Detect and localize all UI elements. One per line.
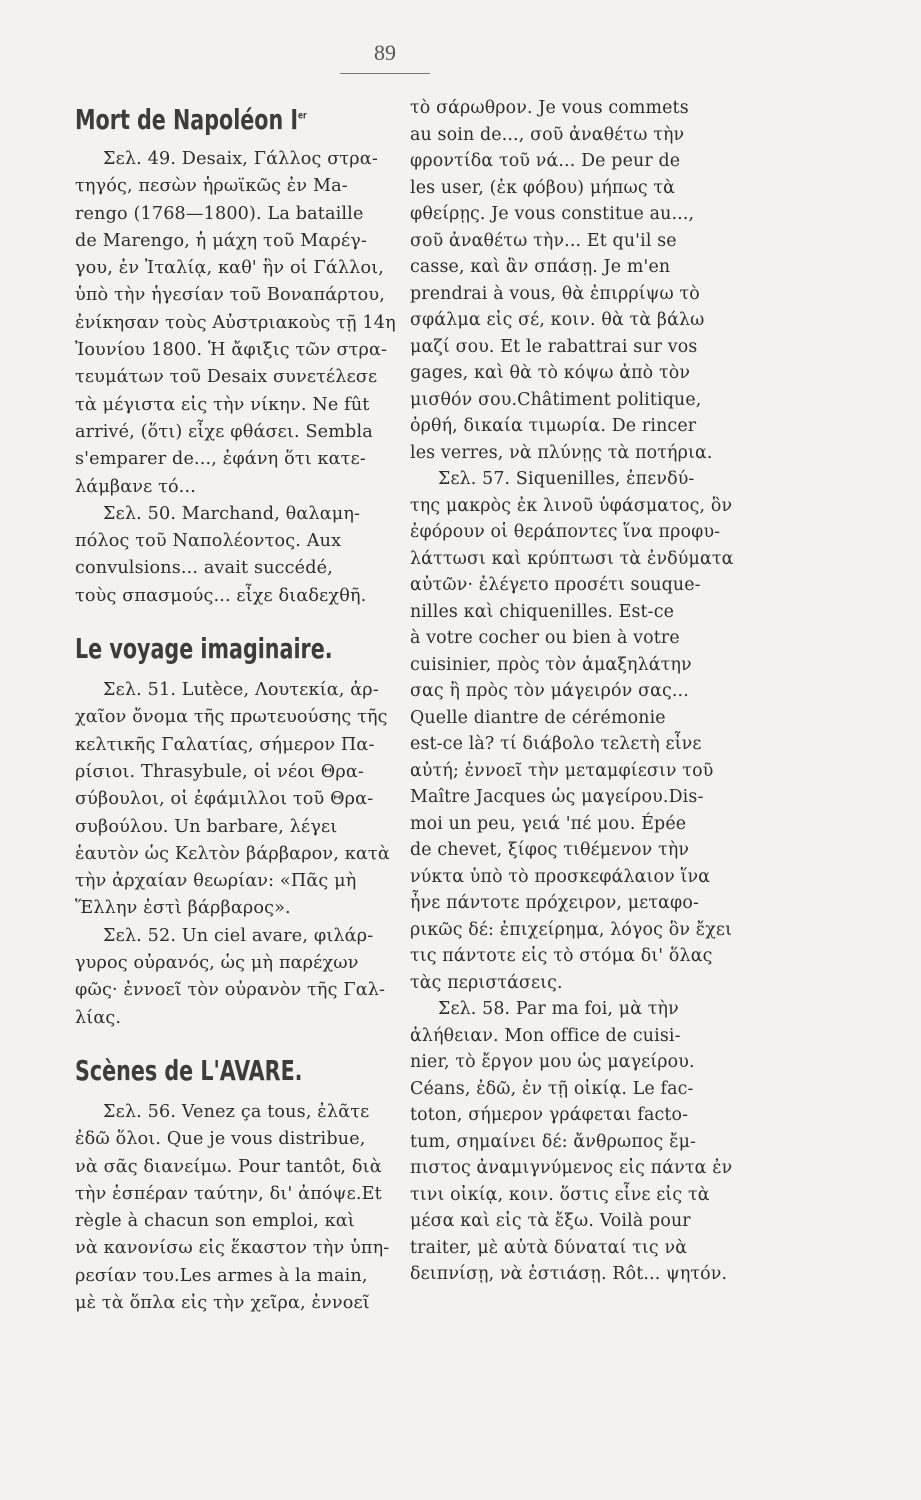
text-line: Σελ. 58. Par ma foi, μὰ τὴν (438, 999, 679, 1019)
text-line: ρίσιοι. Thrasybule, οἱ νέοι Θρα- (75, 761, 364, 782)
page-number: 89 (374, 40, 396, 65)
text-line: gages, καὶ θὰ τὸ κόψω ἀπὸ τὸν (410, 363, 691, 383)
text-line: règle à chacun son emploi, καὶ (75, 1211, 355, 1232)
text-line: de chevet, ξίφος τιθέμενον τὴν (410, 840, 690, 860)
text-line: à votre cocher ou bien à votre (410, 628, 680, 648)
text-line: Ἕλλην ἐστὶ βάρβαρος». (75, 898, 291, 919)
text-line: ἦνε πάντοτε πρόχειρον, μεταφο- (410, 893, 700, 913)
text-line: τις πάντοτε εἰς τὸ στόμα δι' ὅλας (410, 946, 713, 966)
text-line: ἀλήθειαν. Mon office de cuisi- (410, 1025, 681, 1046)
page-number-rule (340, 73, 430, 74)
text-line: ἑαυτὸν ὡς Κελτὸν βάρβαρον, κατὰ (75, 843, 390, 864)
text-line: φῶς· ἐννοεῖ τὸν οὐρανὸν τῆς Γαλ- (75, 980, 386, 1001)
text-line: les verres, νὰ πλύνῃς τὰ ποτήρια. (410, 442, 713, 463)
text-line: Σελ. 52. Un ciel avare, φιλάρ- (103, 925, 374, 946)
text-line: est-ce là? τί διάβολο τελετὴ εἶνε (410, 734, 702, 754)
left-column (75, 95, 396, 1317)
text-line: νύκτα ὑπὸ τὸ προσκεφάλαιον ἵνα (410, 866, 711, 887)
text-line: χαῖον ὄνομα τῆς πρωτευούσης τῆς (75, 707, 388, 728)
text-block-2 (75, 677, 390, 1032)
text-line: Σελ. 57. Siquenilles, ἐπενδύ- (438, 469, 695, 489)
text-line: ὀρθή, δικαία τιμωρία. De rincer (410, 416, 697, 436)
heading-le-voyage-imaginaire: Le voyage imaginaire. (75, 632, 333, 666)
heading-mort-de-napoleon (75, 103, 329, 136)
text-line: moi un peu, γειά 'πέ μου. Épée (410, 813, 687, 834)
text-line: αὐτή; ἐννοεῖ τὴν μεταμφίεσιν τοῦ (410, 760, 714, 781)
text-line: traiter, μὲ αὐτὰ δύναταί τις νὰ (410, 1237, 688, 1258)
heading-1-text: Mort de Napoléon I (75, 103, 299, 136)
text-line: σύβουλοι, οἱ ἐφάμιλλοι τοῦ Θρα- (75, 789, 374, 810)
text-line: au soin de..., σοῦ ἀναθέτω τὴν (410, 124, 685, 145)
text-line: Ἰουνίου 1800. Ἡ ἄφιξις τῶν στρα- (75, 340, 388, 361)
text-line: Quelle diantre de cérémonie (410, 707, 666, 728)
text-line: ρεσίαν του.Les armes à la main, (75, 1265, 368, 1286)
text-line: σφάλμα εἰς σέ, κοιν. θὰ τὰ βάλω (410, 310, 705, 330)
text-line: φθείρῃς. Je vous constitue au..., (410, 204, 695, 224)
text-line: les user, (ἐκ φόβου) μήπως τὰ (410, 177, 676, 198)
text-line: γυρος οὐρανός, ὡς μὴ παρέχων (75, 953, 359, 974)
text-line: τὰς περιστάσεις. (410, 972, 563, 993)
text-line: tum, σημαίνει δέ: ἄνθρωπος ἔμ- (410, 1131, 697, 1152)
heading-1-superscript: er (298, 110, 307, 122)
text-line: δειπνίσῃ, νὰ ἑστιάσῃ. Rôt... ψητόν. (410, 1264, 728, 1284)
text-line: τινι οἰκίᾳ, κοιν. ὅστις εἶνε εἰς τὰ (410, 1184, 710, 1205)
right-column (410, 95, 770, 1288)
text-line: λάμβανε τό... (75, 476, 196, 497)
text-line: toton, σήμερον γράφεται facto- (410, 1105, 689, 1125)
text-line: φροντίδα τοῦ νά... De peur de (410, 151, 681, 171)
text-line: τὴν ἀρχαίαν θεωρίαν: «Πᾶς μὴ (75, 871, 357, 892)
text-line: τὸ σάρωθρον. Je vous commets (410, 98, 689, 118)
text-line: Σελ. 50. Marchand, θαλαμη- (103, 503, 361, 524)
heading-scenes-de-lavare: Scènes de L'AVARE. (75, 1053, 303, 1087)
text-line: Σελ. 56. Venez ça tous, ἐλᾶτε (103, 1101, 370, 1122)
text-line: ὑπὸ τὴν ἡγεσίαν τοῦ Βοναπάρτου, (75, 285, 386, 306)
text-line: μισθόν σου.Châtiment politique, (410, 389, 702, 410)
text-line: convulsions... avait succédé, (75, 558, 333, 579)
text-line: πιστος ἀναμιγνύμενος εἰς πάντα ἐν (410, 1158, 733, 1178)
text-line: της μακρὸς ἐκ λινοῦ ὑφάσματος, ὃν (410, 495, 733, 516)
text-line: ρικῶς δέ: ἐπιχείρημα, λόγος ὃν ἔχει (410, 919, 733, 940)
text-line: prendrai à vous, θὰ ἐπιρρίψω τὸ (410, 283, 700, 304)
text-line: ἐδῶ ὅλοι. Que je vous distribue, (75, 1129, 366, 1150)
text-line: σοῦ ἀναθέτω τὴν... Et qu'il se (410, 230, 677, 251)
text-line: τευμάτων τοῦ Desaix συνετέλεσε (75, 367, 378, 388)
text-line: πόλος τοῦ Ναπολέοντος. Aux (75, 531, 342, 552)
text-line: ἐνίκησαν τοὺς Αὐστριακοὺς τῇ 14η (75, 312, 396, 333)
text-line: τοὺς σπασμούς... εἶχε διαδεχθῆ. (75, 585, 367, 606)
text-block-1 (75, 146, 396, 610)
text-line: νὰ κανονίσω εἰς ἕκαστον τὴν ὑπη- (75, 1238, 390, 1259)
text-line: Σελ. 51. Lutèce, Λουτεκία, ἀρ- (103, 680, 379, 701)
text-line: νὰ σᾶς διανείμω. Pour tantôt, διὰ (75, 1156, 382, 1177)
text-line: τὰ μέγιστα εἰς τὴν νίκην. Ne fût (75, 394, 370, 415)
text-line: συβούλου. Un barbare, λέγει (75, 816, 338, 837)
text-line: casse, καὶ ἂν σπάσῃ. Je m'en (410, 257, 671, 277)
text-line: γου, ἐν Ἰταλίᾳ, καθ' ἣν οἱ Γάλλοι, (75, 258, 384, 279)
text-line: κελτικῆς Γαλατίας, σήμερον Πα- (75, 734, 375, 755)
text-line: λίας. (75, 1007, 122, 1028)
text-line: αὐτῶν· ἐλέγετο προσέτι souque- (410, 575, 701, 595)
text-line: Maître Jacques ὡς μαγείρου.Dis- (410, 787, 704, 807)
text-line: μὲ τὰ ὅπλα εἰς τὴν χεῖρα, ἐννοεῖ (75, 1292, 370, 1313)
text-line: τὴν ἑσπέραν ταύτην, δι' ἀπόψε.Et (75, 1183, 382, 1204)
text-line: nier, τὸ ἔργον μου ὡς μαγείρου. (410, 1052, 695, 1072)
text-line: μέσα καὶ εἰς τὰ ἔξω. Voilà pour (410, 1211, 691, 1231)
text-line: τηγός, πεσὼν ἡρωϊκῶς ἐν Ma- (75, 176, 348, 197)
text-line: λάττωσι καὶ κρύπτωσι τὰ ἐνδύματα (410, 548, 734, 569)
text-line: ἐφόρουν οἱ θεράποντες ἵνα προφυ- (410, 522, 721, 542)
text-line: σας ἢ πρὸς τὸν μάγειρόν σας... (410, 681, 689, 701)
text-line: Céans, ἐδῶ, ἐν τῇ οἰκίᾳ. Le fac- (410, 1078, 694, 1099)
text-line: μαζί σου. Et le rabattrai sur vos (410, 336, 698, 357)
text-line: Σελ. 49. Desaix, Γάλλος στρα- (103, 149, 378, 169)
text-line: rengo (1768—1800). La bataille (75, 203, 364, 224)
text-line: de Marengo, ἡ μάχη τοῦ Μαρέγ- (75, 230, 367, 251)
text-line: s'emparer de..., ἐφάνη ὅτι κατε- (75, 449, 366, 470)
text-line: nilles καὶ chiquenilles. Est-ce (410, 601, 675, 622)
text-block-3 (75, 1099, 390, 1317)
text-line: cuisinier, πρὸς τὸν ἁμαξηλάτην (410, 654, 692, 675)
text-line: arrivé, (ὅτι) εἶχε φθάσει. Sembla (75, 421, 373, 442)
